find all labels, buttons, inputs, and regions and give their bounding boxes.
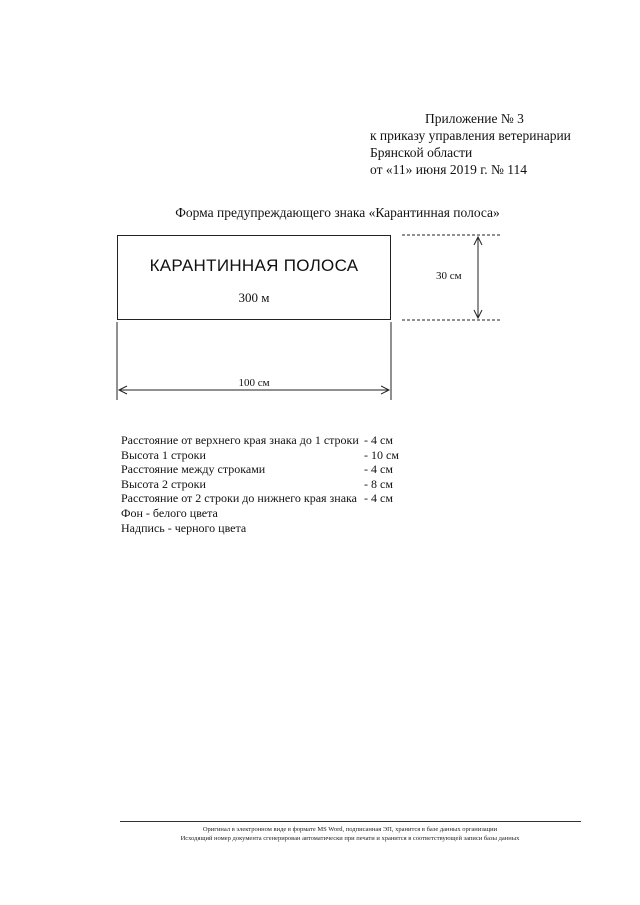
spec-label: Расстояние от 2 строки до нижнего края знака	[121, 491, 358, 506]
spec-label: Высота 2 строки	[121, 476, 206, 491]
spec-value: - 4 см	[364, 462, 393, 477]
appendix-order-ref: к приказу управления ветеринарии	[370, 128, 571, 143]
width-label: 100 см	[238, 377, 270, 389]
footer-line-2: Исходящий номер документа сгенерирован автоматически при печати и хранится в соответствующей записи базы данных	[180, 835, 520, 842]
spec-row	[121, 433, 399, 448]
form-title: Форма предупреждающего знака «Карантинная полоса»	[175, 205, 500, 220]
footer-divider	[120, 821, 581, 822]
spec-row	[121, 491, 399, 506]
spec-label: Расстояние от верхнего края знака до 1 строки	[121, 433, 359, 447]
spec-row	[121, 448, 399, 463]
spec-value: - 10 см	[364, 447, 399, 462]
spec-value: - 4 см	[364, 491, 393, 506]
spec-value: - 4 см	[364, 433, 393, 447]
note-text-color: Надпись - черного цвета	[121, 520, 247, 535]
sign-line-2: 300 м	[238, 290, 270, 305]
spec-label: Высота 1 строки	[121, 447, 206, 462]
sign-line-1: КАРАНТИННАЯ ПОЛОСА	[149, 256, 359, 275]
spec-row	[121, 477, 399, 492]
note-background: Фон - белого цвета	[121, 505, 218, 520]
spec-list	[121, 433, 399, 535]
footer-line-1: Оригинал в электронном виде в формате MS Word, подписанная ЭП, хранится в базе данных организации	[202, 826, 498, 833]
spec-label: Расстояние между строками	[121, 462, 266, 477]
spec-value: - 8 см	[364, 476, 393, 491]
spec-row	[121, 462, 399, 477]
appendix-date: от «11» июня 2019 г. № 114	[370, 162, 527, 177]
appendix-region: Брянской области	[370, 145, 473, 160]
footer	[0, 825, 640, 843]
height-label: 30 см	[436, 270, 462, 282]
appendix-number: Приложение № 3	[425, 111, 524, 126]
